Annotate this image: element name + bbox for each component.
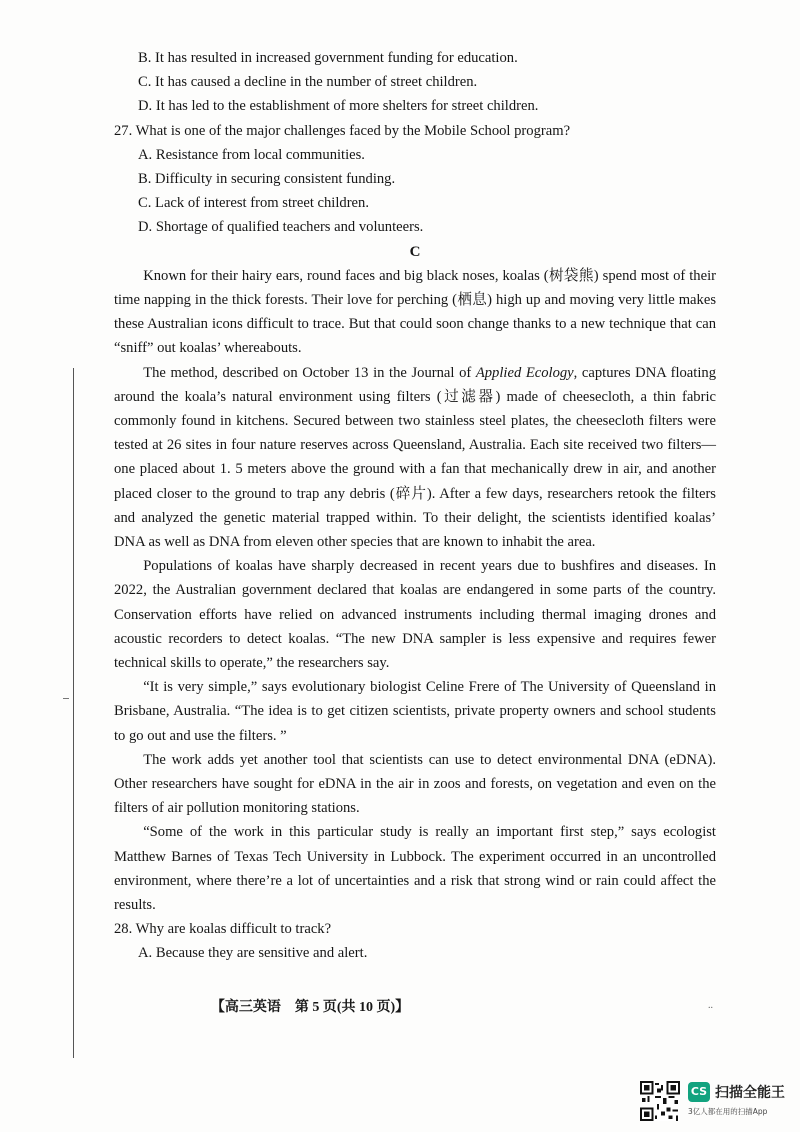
q28-stem: 28. Why are koalas difficult to track? — [114, 921, 332, 938]
passage-paragraph-3: Populations of koalas have sharply decreased in recent years due to bushfires and diseases. In 2022, the Australian government declared that koalas are endangered in some parts of the country. Conservation efforts have relied on advanced instruments including thermal imaging drones and acoustic recorders to detect koalas. “The new DNA sampler is less expensive and requires fewer technical skills to operate,” the researchers say. — [114, 558, 716, 671]
passage-paragraph-1: Known for their hairy ears, round faces and big black noses, koalas (树袋熊) spend most of their time napping in the thick forests. Their love for perching (栖息) high up and moving very little makes these Australian icons difficult to trace. But that could soon change thanks to a new technique that can “sniff” out koalas’ whereabouts. — [114, 267, 716, 357]
q26-option-c: C. It has caused a decline in the number of street children. — [138, 74, 478, 91]
q27-stem: 27. What is one of the major challenges faced by the Mobile School program? — [114, 122, 571, 139]
passage-paragraph-6: “Some of the work in this particular study is really an important first step,” says ecologist Matthew Barnes of Texas Tech University in Lubbock. The experiment occurred in an uncontrolled environment, where there’re a lot of uncertainties and a risk that strong wind or rain could affect the results. — [114, 824, 716, 913]
q28-option-a: A. Because they are sensitive and alert. — [138, 945, 368, 962]
q27-option-b: B. Difficulty in securing consistent funding. — [138, 170, 396, 187]
scanner-slogan: 3亿人都在用的扫描App — [688, 1107, 768, 1116]
passage-paragraph-4: “It is very simple,” says evolutionary biologist Celine Frere of The University of Queensland in Brisbane, Australia. “The idea is to get citizen scientists, private property owners and school students to go out and use the filters. ” — [114, 679, 716, 744]
q27-option-a: A. Resistance from local communities. — [138, 146, 365, 163]
margin-tick-mark — [63, 698, 69, 699]
page-content — [114, 46, 716, 966]
q26-option-d: D. It has led to the establishment of more shelters for street children. — [138, 98, 539, 115]
q26-option-b: B. It has resulted in increased government funding for education. — [138, 50, 518, 66]
q27-option-d: D. Shortage of qualified teachers and volunteers. — [138, 219, 424, 236]
section-heading: C — [409, 243, 421, 260]
journal-title: Applied Ecology — [475, 364, 574, 381]
page-footer: 【高三英语 第 5 页(共 10 页)】 — [210, 1000, 410, 1015]
scanner-app-name: 扫描全能王 — [715, 1085, 785, 1101]
qr-code-icon — [640, 1081, 680, 1121]
paragraph-2-text-after: , captures DNA floating around the koala’s natural environment using filters (过滤器) made of cheesecloth, a thin fabric commonly found in kitchens. Secured between two stainless steel plates, the cheesecloth filters were tested at 26 sites in four nature reserves across Queensland, Australia. Each site received two filters—one placed about 1. 5 meters above the ground with a fan that mechanically drew in air, and another placed closer to the ground to trap any debris (碎片). After a few days, researchers retook the filters and analyzed the genetic material trapped within. To their delight, the scientists identified koalas’ DNA as well as DNA from eleven other species that are known to inhabit the area. — [114, 364, 716, 550]
passage-paragraph-2 — [114, 361, 716, 555]
q27-option-c: C. Lack of interest from street children. — [138, 195, 369, 212]
footer-dots: .. — [708, 1000, 713, 1011]
binding-margin-line — [73, 368, 74, 1058]
paragraph-2-text-before: The method, described on October 13 in the Journal of — [143, 364, 476, 381]
camscanner-logo-icon: CS — [688, 1082, 710, 1102]
passage-paragraph-5: The work adds yet another tool that scientists can use to detect environmental DNA (eDNA). Other researchers have sought for eDNA in the air in zoos and forests, on vegetation and even on the filters of air pollution monitoring stations. — [114, 751, 716, 817]
